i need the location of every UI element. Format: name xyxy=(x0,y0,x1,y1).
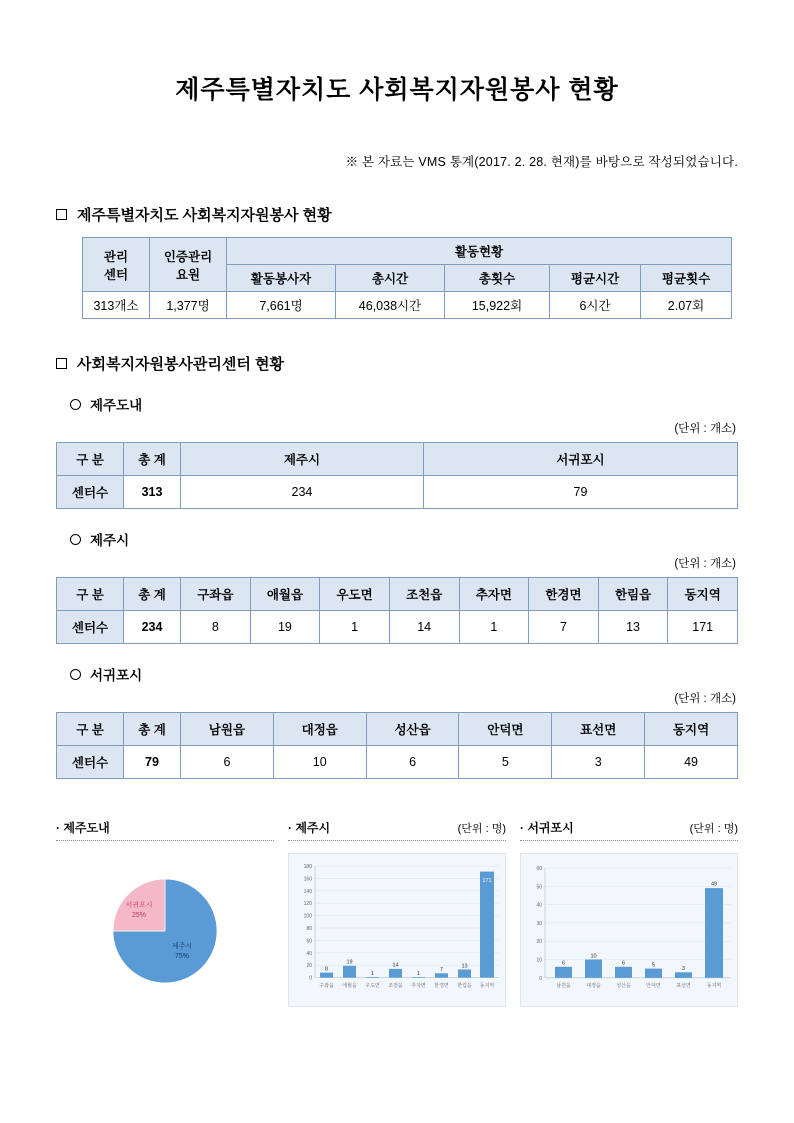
cell-total: 313 xyxy=(124,476,181,509)
svg-text:안덕면: 안덕면 xyxy=(646,983,661,989)
svg-text:20: 20 xyxy=(536,939,542,946)
col-header-dong-area: 동지역 xyxy=(668,578,738,611)
pie-chart-svg xyxy=(90,867,240,997)
section-heading-centers xyxy=(56,353,738,374)
chart-jeju-si-bar xyxy=(288,819,506,1007)
circle-bullet-icon xyxy=(70,534,81,545)
y-axis-ticks xyxy=(536,866,542,982)
col-header-avg-counts: 평균횟수 xyxy=(641,265,732,292)
bar-chuja xyxy=(412,977,425,978)
gridlines xyxy=(545,868,731,978)
col-header-volunteers: 활동봉사자 xyxy=(227,265,336,292)
chart-jeju-do-pie xyxy=(56,819,274,997)
svg-text:애월읍: 애월읍 xyxy=(342,983,357,989)
svg-text:6: 6 xyxy=(621,960,626,967)
section1-heading-label: 제주특별자치도 사회복지자원봉사 현황 xyxy=(77,207,332,224)
col-header-hallim: 한림읍 xyxy=(598,578,668,611)
bar-chart-svg-seogwipo-si xyxy=(521,854,737,1004)
chart-caption-jeju-si xyxy=(288,819,506,841)
col-header-total-counts: 총횟수 xyxy=(445,265,550,292)
col-header-udo: 우도면 xyxy=(320,578,390,611)
subheading-jeju-si-label: 제주시 xyxy=(90,533,130,548)
svg-text:60: 60 xyxy=(306,938,312,945)
chart-unit-label: (단위 : 명) xyxy=(689,823,738,835)
cell-namwon: 6 xyxy=(181,746,274,779)
cell-seogwipo-si: 79 xyxy=(423,476,737,509)
svg-text:구좌읍: 구좌읍 xyxy=(319,983,334,989)
col-header-aewol: 애월읍 xyxy=(250,578,320,611)
unit-label-seogwipo-si: (단위 : 개소) xyxy=(674,693,736,705)
col-header-jeju-si: 제주시 xyxy=(181,443,424,476)
svg-text:140: 140 xyxy=(303,888,312,895)
bars xyxy=(555,888,723,978)
svg-text:10: 10 xyxy=(536,957,542,964)
cell-udo: 1 xyxy=(320,611,390,644)
svg-text:60: 60 xyxy=(536,866,542,872)
bar-namwon xyxy=(555,967,572,978)
col-header-namwon: 남원읍 xyxy=(181,713,274,746)
col-header-division: 구 분 xyxy=(57,578,124,611)
col-header-andeok: 안덕면 xyxy=(459,713,552,746)
cell-dong-area: 49 xyxy=(645,746,738,779)
bar-pyoseon xyxy=(675,972,692,978)
table-row xyxy=(83,292,732,319)
chart-caption-seogwipo-si xyxy=(520,819,738,841)
pie-label-seogwipo-name: 서귀포시 xyxy=(125,902,153,909)
bar-udo xyxy=(366,977,379,978)
svg-text:한경면: 한경면 xyxy=(434,983,449,989)
col-header-center xyxy=(83,238,150,292)
pie-label-seogwipo-pct: 25% xyxy=(131,912,147,919)
svg-text:10: 10 xyxy=(590,953,597,960)
col-header-daejeong: 대정읍 xyxy=(273,713,366,746)
col-header-activity-group: 활동현황 xyxy=(227,238,732,265)
chart-unit-label: (단위 : 명) xyxy=(457,823,506,835)
cell-total: 79 xyxy=(124,746,181,779)
cell-manager-value: 1,377명 xyxy=(150,292,227,319)
table-row xyxy=(57,746,738,779)
svg-text:동지역: 동지역 xyxy=(479,983,495,989)
cell-total: 234 xyxy=(124,611,181,644)
cell-hallim: 13 xyxy=(598,611,668,644)
col-header-total-hours: 총시간 xyxy=(336,265,445,292)
circle-bullet-icon xyxy=(70,669,81,680)
svg-text:성산읍: 성산읍 xyxy=(616,983,631,989)
col-header-seongsan: 성산읍 xyxy=(366,713,459,746)
col-header-center-line1: 관리 xyxy=(103,249,129,264)
charts-row xyxy=(56,819,738,1007)
cell-dong-area: 171 xyxy=(668,611,738,644)
svg-text:5: 5 xyxy=(651,962,656,969)
col-header-manager xyxy=(150,238,227,292)
col-header-seogwipo-si: 서귀포시 xyxy=(423,443,737,476)
bar-hangyeong xyxy=(435,973,448,977)
svg-text:160: 160 xyxy=(303,876,312,883)
svg-text:1: 1 xyxy=(416,971,421,977)
col-header-manager-line2: 요원 xyxy=(175,267,201,282)
svg-text:40: 40 xyxy=(306,950,312,957)
bar-data-labels xyxy=(562,882,717,973)
chart-caption-label: · 제주시 xyxy=(288,821,331,835)
subheading-seogwipo-si xyxy=(70,664,738,684)
svg-text:조천읍: 조천읍 xyxy=(388,983,403,989)
col-header-total: 총 계 xyxy=(124,713,181,746)
bar-chart-area-seogwipo-si xyxy=(520,853,738,1007)
cell-avg-counts-value: 2.07회 xyxy=(641,292,732,319)
cell-jeju-si: 234 xyxy=(181,476,424,509)
bar-jocheon xyxy=(389,969,402,978)
cell-chuja: 1 xyxy=(459,611,529,644)
table-row xyxy=(83,238,732,265)
subheading-jeju-do-label: 제주도내 xyxy=(90,398,143,413)
cell-gujwa: 8 xyxy=(181,611,251,644)
table-row xyxy=(57,476,738,509)
svg-text:13: 13 xyxy=(461,963,468,970)
chart-seogwipo-si-bar xyxy=(520,819,738,1007)
bar-chart-area-jeju-si xyxy=(288,853,506,1007)
svg-text:100: 100 xyxy=(303,913,312,920)
svg-text:171: 171 xyxy=(482,878,492,884)
svg-text:한림읍: 한림읍 xyxy=(457,983,472,989)
col-header-total: 총 계 xyxy=(124,443,181,476)
col-header-division: 구 분 xyxy=(57,443,124,476)
col-header-division: 구 분 xyxy=(57,713,124,746)
svg-text:추자면: 추자면 xyxy=(411,983,426,989)
cell-total-counts-value: 15,922회 xyxy=(445,292,550,319)
bar-data-labels xyxy=(325,878,492,977)
jeju-si-table xyxy=(56,577,738,644)
chart-caption-jeju-do xyxy=(56,819,274,841)
svg-text:120: 120 xyxy=(303,901,312,908)
row-header-center-count: 센터수 xyxy=(57,476,124,509)
pie-label-jeju-name: 제주시 xyxy=(171,943,193,950)
bar-dong-area xyxy=(480,872,494,978)
svg-text:우도면: 우도면 xyxy=(365,983,380,989)
subheading-seogwipo-si-label: 서귀포시 xyxy=(90,668,143,683)
svg-text:19: 19 xyxy=(346,959,353,966)
table-row xyxy=(57,578,738,611)
svg-text:180: 180 xyxy=(303,864,312,870)
bar-chart-svg-jeju-si xyxy=(289,854,505,1004)
subheading-jeju-si xyxy=(70,529,738,549)
cell-aewol: 19 xyxy=(250,611,320,644)
section2-heading-label: 사회복지자원봉사관리센터 현황 xyxy=(77,356,285,373)
svg-text:50: 50 xyxy=(536,884,542,891)
section-heading-overview xyxy=(56,204,738,225)
bar-dong-area xyxy=(705,888,723,978)
circle-bullet-icon xyxy=(70,399,81,410)
source-note: ※ 본 자료는 VMS 통계(2017. 2. 28. 현재)를 바탕으로 작성되었습니다. xyxy=(345,155,738,169)
bar-daejeong xyxy=(585,960,602,978)
table-row xyxy=(57,713,738,746)
row-header-center-count: 센터수 xyxy=(57,611,124,644)
col-header-dong-area: 동지역 xyxy=(645,713,738,746)
bar-hallim xyxy=(458,970,471,978)
cell-pyoseon: 3 xyxy=(552,746,645,779)
svg-text:동지역: 동지역 xyxy=(706,983,722,989)
col-header-jocheon: 조천읍 xyxy=(389,578,459,611)
col-header-chuja: 추자면 xyxy=(459,578,529,611)
bar-gujwa xyxy=(320,973,333,978)
svg-text:1: 1 xyxy=(370,971,375,977)
x-axis-category-labels xyxy=(556,982,721,989)
cell-volunteers-value: 7,661명 xyxy=(227,292,336,319)
page-title: 제주특별자치도 사회복지자원봉사 현황 xyxy=(175,76,619,104)
svg-text:30: 30 xyxy=(536,920,542,927)
svg-text:3: 3 xyxy=(681,966,686,973)
unit-label-jeju-si: (단위 : 개소) xyxy=(674,558,736,570)
cell-total-hours-value: 46,038시간 xyxy=(336,292,445,319)
col-header-total: 총 계 xyxy=(124,578,181,611)
cell-seongsan: 6 xyxy=(366,746,459,779)
row-header-center-count: 센터수 xyxy=(57,746,124,779)
pie-label-jeju-pct: 75% xyxy=(174,953,190,960)
svg-text:대정읍: 대정읍 xyxy=(586,983,601,989)
col-header-pyoseon: 표선면 xyxy=(552,713,645,746)
y-axis-ticks xyxy=(304,864,313,982)
svg-text:7: 7 xyxy=(439,967,444,974)
jeju-do-table xyxy=(56,442,738,509)
seogwipo-si-table xyxy=(56,712,738,779)
svg-text:남원읍: 남원읍 xyxy=(556,983,571,989)
overview-table xyxy=(82,237,732,319)
square-bullet-icon xyxy=(56,209,67,220)
subheading-jeju-do xyxy=(70,394,738,414)
svg-text:6: 6 xyxy=(561,960,566,967)
svg-text:40: 40 xyxy=(536,902,542,909)
svg-text:20: 20 xyxy=(306,963,312,970)
svg-text:표선면: 표선면 xyxy=(676,983,691,989)
svg-text:14: 14 xyxy=(392,962,399,969)
x-axis-category-labels xyxy=(319,982,494,989)
bar-seongsan xyxy=(615,967,632,978)
col-header-gujwa: 구좌읍 xyxy=(181,578,251,611)
cell-avg-hours-value: 6시간 xyxy=(550,292,641,319)
gridlines xyxy=(315,866,499,978)
unit-label-jeju-do: (단위 : 개소) xyxy=(674,423,736,435)
col-header-avg-hours: 평균시간 xyxy=(550,265,641,292)
col-header-center-line2: 센터 xyxy=(103,267,129,282)
cell-daejeong: 10 xyxy=(273,746,366,779)
svg-text:0: 0 xyxy=(309,975,312,982)
cell-andeok: 5 xyxy=(459,746,552,779)
svg-text:49: 49 xyxy=(710,881,718,888)
cell-hangyeong: 7 xyxy=(529,611,599,644)
svg-text:8: 8 xyxy=(324,966,329,973)
cell-center-value: 313개소 xyxy=(83,292,150,319)
table-row xyxy=(57,443,738,476)
table-row xyxy=(57,611,738,644)
square-bullet-icon xyxy=(56,358,67,369)
chart-caption-label: · 제주도내 xyxy=(56,821,110,835)
bar-andeok xyxy=(645,969,662,978)
cell-jocheon: 14 xyxy=(389,611,459,644)
pie-chart-wrap xyxy=(56,867,274,997)
svg-text:0: 0 xyxy=(539,975,542,982)
col-header-hangyeong: 한경면 xyxy=(529,578,599,611)
bar-aewol xyxy=(343,966,356,978)
chart-caption-label: · 서귀포시 xyxy=(520,821,574,835)
svg-text:80: 80 xyxy=(306,926,312,932)
col-header-manager-line1: 인증관리 xyxy=(163,249,213,264)
